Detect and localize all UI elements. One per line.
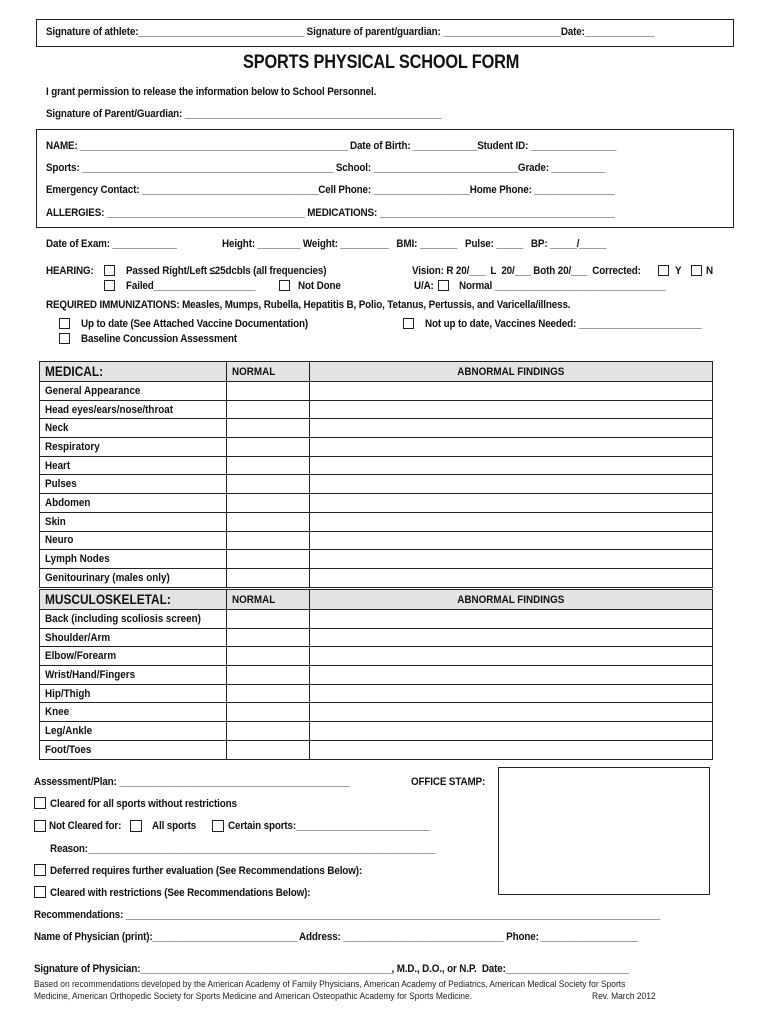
abnormal-findings-cell[interactable] [310,438,713,457]
table-row [40,722,713,741]
exam-item-label [40,568,227,587]
abnormal-findings-cell[interactable] [310,400,713,419]
exam-item-label [40,438,227,457]
ua-label: U/A: [414,280,434,292]
exam-item-label [40,494,227,513]
vaccines-needed-field[interactable]: Not up to date, Vaccines Needed: _______________________ [425,318,702,330]
cleared-all-checkbox[interactable] [34,797,46,809]
musculoskeletal-header: MUSCULOSKELETAL: [40,590,227,610]
medical-table [39,361,713,588]
abnormal-findings-cell[interactable] [310,722,713,741]
abnormal-findings-cell[interactable] [310,456,713,475]
exam-item-text: Wrist/Hand/Fingers [45,668,136,681]
physician-name-field[interactable]: Name of Physician (print):___________________________ Address: ______________________________ Phone: __________________ [34,931,638,943]
table-row [40,684,713,703]
hearing-not-done-checkbox[interactable] [279,280,290,291]
table-row [40,438,713,457]
exam-item-text: Knee [45,706,70,719]
assessment-plan-field[interactable]: Assessment/Plan: ___________________________________________ [34,776,350,788]
exam-item-label [40,610,227,629]
guardian-signature-field[interactable]: Signature of Parent/Guardian: ________________________________________________ [46,108,442,120]
table-row [40,740,713,759]
hearing-not-done-label: Not Done [298,280,341,292]
abnormal-findings-cell[interactable] [310,475,713,494]
revision-label: Rev. March 2012 [592,990,656,1001]
normal-cell[interactable] [227,400,310,419]
office-stamp-box[interactable] [498,767,710,895]
name-field[interactable]: NAME: __________________________________________________ Date of Birth: ____________Student ID: ________________ [46,140,617,152]
hearing-passed-checkbox[interactable] [104,265,115,276]
exam-item-label [40,684,227,703]
cleared-restrictions-checkbox[interactable] [34,886,46,898]
normal-cell[interactable] [227,610,310,629]
table-row [40,628,713,647]
table-row [40,475,713,494]
normal-cell[interactable] [227,419,310,438]
exam-item-text: Lymph Nodes [45,553,110,566]
certain-sports-field[interactable]: Certain sports:_________________________ [228,820,430,832]
normal-cell[interactable] [227,550,310,569]
vaccines-up-to-date-label: Up to date (See Attached Vaccine Documentation) [81,318,309,330]
not-cleared-checkbox[interactable] [34,820,46,832]
exam-item-label [40,666,227,685]
exam-item-text: General Appearance [45,384,141,397]
normal-cell[interactable] [227,722,310,741]
musculoskeletal-normal-header: NORMAL [227,590,310,610]
abnormal-findings-cell[interactable] [310,550,713,569]
normal-cell[interactable] [227,647,310,666]
normal-cell[interactable] [227,666,310,685]
reason-field[interactable]: Reason:_________________________________________________________________ [50,843,436,855]
footer-line-1: Based on recommendations developed by the American Academy of Family Physicians, American Academy of Pediatrics, American Medical Society for Sports [34,978,626,989]
exam-item-text: Neuro [45,534,74,547]
certain-sports-checkbox[interactable] [212,820,224,832]
exam-item-label [40,475,227,494]
abnormal-findings-cell[interactable] [310,703,713,722]
cleared-all-label: Cleared for all sports without restrictions [50,798,237,810]
office-stamp-label: OFFICE STAMP: [411,776,486,788]
normal-cell[interactable] [227,438,310,457]
normal-cell[interactable] [227,703,310,722]
vaccines-up-to-date-checkbox[interactable] [59,318,70,329]
abnormal-findings-cell[interactable] [310,684,713,703]
exam-item-label [40,703,227,722]
hearing-failed-field[interactable]: Failed___________________ [126,280,256,292]
exam-item-label [40,419,227,438]
exam-date-field[interactable]: Date of Exam: ____________ [46,238,177,250]
abnormal-findings-cell[interactable] [310,382,713,401]
table-row [40,494,713,513]
exam-item-text: Elbow/Forearm [45,650,117,663]
footer-line-2: Medicine, American Orthopedic Society for Sports Medicine and American Osteopathic Academy for Sports Medicine. [34,990,473,1001]
ua-checkbox[interactable] [438,280,449,291]
recommendations-field[interactable]: Recommendations: ____________________________________________________________________________________________________ [34,909,661,921]
abnormal-findings-cell[interactable] [310,531,713,550]
exam-item-label [40,512,227,531]
abnormal-findings-cell[interactable] [310,647,713,666]
corrected-no-label: N [706,265,713,277]
vitals-fields[interactable]: Height: ________ Weight: _________ BMI: _______ Pulse: _____ BP: _____/_____ [222,238,607,250]
exam-item-label [40,740,227,759]
hearing-passed-label: Passed Right/Left ≤25dcbls (all frequencies) [126,265,327,277]
permission-text: I grant permission to release the information below to School Personnel. [46,86,377,98]
exam-item-label [40,628,227,647]
form-title: SPORTS PHYSICAL SCHOOL FORM [243,52,520,73]
normal-cell[interactable] [227,494,310,513]
vision-field[interactable]: Vision: R 20/___ L 20/___ Both 20/___ Corrected: [412,265,641,277]
table-row [40,666,713,685]
corrected-yes-checkbox[interactable] [658,265,669,276]
table-row [40,512,713,531]
immunizations-text: REQUIRED IMMUNIZATIONS: Measles, Mumps, Rubella, Hepatitis B, Polio, Tetanus, Pertussis, and Varicella/illness. [46,299,571,311]
musculoskeletal-table [39,589,713,760]
normal-cell[interactable] [227,628,310,647]
table-row [40,456,713,475]
musculoskeletal-abnormal-header: ABNORMAL FINDINGS [310,590,713,610]
table-row [40,419,713,438]
exam-item-text: Heart [45,459,71,472]
table-row [40,703,713,722]
exam-item-text: Hip/Thigh [45,687,91,700]
normal-cell[interactable] [227,512,310,531]
medical-abnormal-header: ABNORMAL FINDINGS [310,362,713,382]
hearing-failed-checkbox[interactable] [104,280,115,291]
abnormal-findings-cell[interactable] [310,740,713,759]
normal-cell[interactable] [227,475,310,494]
sports-field[interactable]: Sports: _______________________________________________ School: ___________________________Grade: __________ [46,162,605,174]
emergency-contact-field[interactable]: Emergency Contact: _________________________________Cell Phone: __________________Home Phone: _______________ [46,184,615,196]
exam-item-text: Leg/Ankle [45,724,93,737]
medical-header: MEDICAL: [40,362,227,382]
vaccines-needed-checkbox[interactable] [403,318,414,329]
abnormal-findings-cell[interactable] [310,628,713,647]
exam-item-text: Abdomen [45,496,91,509]
normal-cell[interactable] [227,382,310,401]
table-row [40,610,713,629]
corrected-yes-label: Y [675,265,682,277]
exam-item-label [40,400,227,419]
table-row [40,550,713,569]
deferred-checkbox[interactable] [34,864,46,876]
exam-item-label [40,531,227,550]
table-row [40,400,713,419]
all-sports-label: All sports [152,820,197,832]
normal-cell[interactable] [227,568,310,587]
athlete-signature-line[interactable]: Signature of athlete:_______________________________ Signature of parent/guardian: ______________________Date:_____________ [46,26,655,38]
exam-item-text: Foot/Toes [45,743,92,756]
exam-item-label [40,647,227,666]
exam-item-label [40,550,227,569]
concussion-checkbox[interactable] [59,333,70,344]
deferred-label: Deferred requires further evaluation (See Recommendations Below): [50,865,363,877]
abnormal-findings-cell[interactable] [310,494,713,513]
exam-item-text: Shoulder/Arm [45,631,111,644]
table-row [40,568,713,587]
allergies-field[interactable]: ALLERGIES: _____________________________________ MEDICATIONS: ____________________________________________ [46,207,615,219]
exam-item-text: Genitourinary (males only) [45,571,170,584]
exam-item-text: Neck [45,422,69,435]
ua-normal-field[interactable]: Normal ________________________________ [459,280,666,292]
normal-cell[interactable] [227,684,310,703]
exam-item-label [40,456,227,475]
normal-cell[interactable] [227,531,310,550]
medical-normal-header: NORMAL [227,362,310,382]
abnormal-findings-cell[interactable] [310,419,713,438]
normal-cell[interactable] [227,740,310,759]
exam-item-text: Skin [45,515,66,528]
exam-item-label [40,382,227,401]
exam-item-label [40,722,227,741]
abnormal-findings-cell[interactable] [310,610,713,629]
exam-item-text: Back (including scoliosis screen) [45,612,201,625]
abnormal-findings-cell[interactable] [310,568,713,587]
exam-item-text: Pulses [45,478,77,491]
table-row [40,647,713,666]
not-cleared-label: Not Cleared for: [49,820,122,832]
corrected-no-checkbox[interactable] [691,265,702,276]
abnormal-findings-cell[interactable] [310,666,713,685]
abnormal-findings-cell[interactable] [310,512,713,531]
normal-cell[interactable] [227,456,310,475]
all-sports-checkbox[interactable] [130,820,142,832]
hearing-label: HEARING: [46,265,94,277]
table-row [40,382,713,401]
table-row [40,531,713,550]
cleared-restrictions-label: Cleared with restrictions (See Recommendations Below): [50,887,311,899]
exam-item-text: Respiratory [45,440,100,453]
exam-item-text: Head eyes/ears/nose/throat [45,403,174,416]
concussion-label: Baseline Concussion Assessment [81,333,237,345]
physician-signature-field[interactable]: Signature of Physician:_______________________________________________, M.D., D.O., or N.P. Date:_______________________ [34,963,629,975]
